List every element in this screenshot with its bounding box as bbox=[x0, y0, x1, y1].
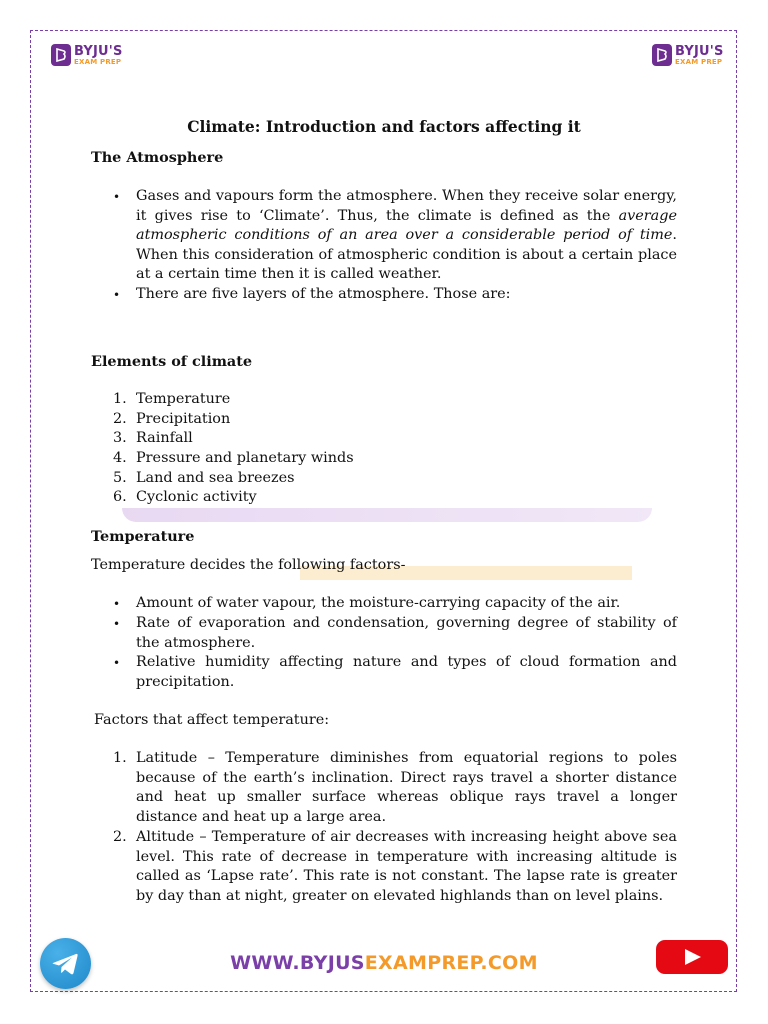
list-item: Temperature bbox=[136, 391, 231, 407]
website-link[interactable]: WWW.BYJUSEXAMPREP.COM bbox=[230, 952, 538, 974]
list-number: 1. bbox=[113, 391, 127, 407]
logo-sub-text: EXAM PREP bbox=[74, 57, 122, 66]
section-heading-elements: Elements of climate bbox=[91, 353, 253, 370]
section-heading-atmosphere: The Atmosphere bbox=[91, 149, 224, 166]
byjus-logo-right bbox=[652, 44, 724, 66]
byjus-mark-icon bbox=[51, 44, 71, 66]
section-heading-temperature: Temperature bbox=[91, 528, 195, 545]
bullet-dot: • bbox=[113, 617, 121, 631]
temperature-bullet: Rate of evaporation and condensation, governing degree of stability of the atmosphere. bbox=[136, 615, 677, 651]
byjus-mark-icon bbox=[652, 44, 672, 66]
bullet-dot: • bbox=[113, 597, 121, 611]
list-item: Land and sea breezes bbox=[136, 470, 295, 486]
bullet-dot: • bbox=[113, 288, 121, 302]
temperature-bullet: Relative humidity affecting nature and types of cloud formation and precipitation. bbox=[136, 654, 677, 690]
list-number: 4. bbox=[113, 450, 127, 466]
logo-brand-text: BYJU'S bbox=[74, 43, 123, 59]
logo-sub-text: EXAM PREP bbox=[675, 57, 723, 66]
factors-intro: Factors that affect temperature: bbox=[94, 712, 330, 728]
logo-brand-text: BYJU'S bbox=[675, 43, 724, 59]
list-number: 6. bbox=[113, 489, 127, 505]
list-item: Precipitation bbox=[136, 411, 231, 427]
list-number: 5. bbox=[113, 470, 127, 486]
list-item: Pressure and planetary winds bbox=[136, 450, 354, 466]
byjus-logo-left bbox=[51, 44, 123, 66]
list-number: 2. bbox=[113, 411, 127, 427]
page-title: Climate: Introduction and factors affecting it bbox=[187, 117, 581, 136]
list-number: 1. bbox=[113, 750, 127, 766]
list-number: 3. bbox=[113, 430, 127, 446]
temperature-intro: Temperature decides the following factors- bbox=[91, 557, 406, 573]
temperature-bullet: Amount of water vapour, the moisture-carrying capacity of the air. bbox=[136, 595, 621, 611]
bullet-dot: • bbox=[113, 190, 121, 204]
watermark-band bbox=[122, 508, 652, 522]
list-item: Cyclonic activity bbox=[136, 489, 257, 505]
list-item: Rainfall bbox=[136, 430, 193, 446]
atmosphere-bullet-1: Gases and vapours form the atmosphere. When they receive solar energy, it gives rise to ‘Climate’. Thus, the climate is defined as the average atmospheric conditions of an area over a considerable period of time. When this consideration of atmospheric condition is about a certain place at a certain time then it is called weather. bbox=[136, 188, 677, 283]
factor-item-altitude: Altitude – Temperature of air decreases with increasing height above sea level. This rate of decrease in temperature with increasing altitude is called as ‘Lapse rate’. This rate is not constant. The lapse rate is greater by day than at night, greater on elevated highlands than on level plains. bbox=[136, 829, 677, 904]
bullet-dot: • bbox=[113, 656, 121, 670]
atmosphere-bullet-2: There are five layers of the atmosphere. Those are: bbox=[136, 286, 511, 302]
youtube-icon[interactable] bbox=[656, 940, 728, 974]
list-number: 2. bbox=[113, 829, 127, 845]
factor-item-latitude: Latitude – Temperature diminishes from equatorial regions to poles because of the earth’s inclination. Direct rays travel a shorter distance and heat up smaller surface whereas oblique rays travel a longer distance and heat up a large area. bbox=[136, 750, 677, 825]
